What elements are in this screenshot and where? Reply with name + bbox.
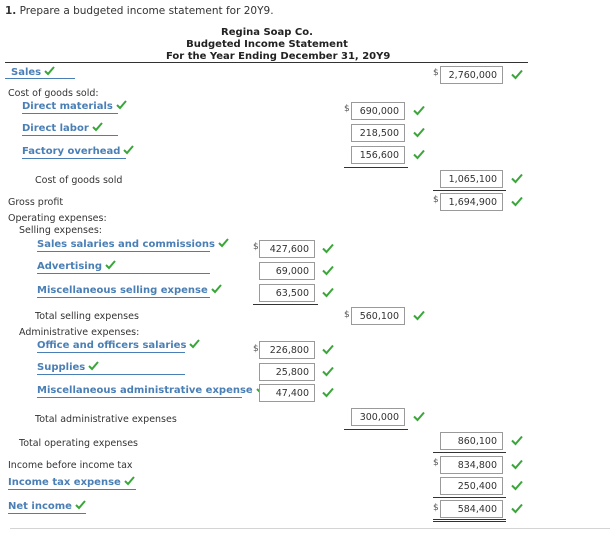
check-icon	[124, 476, 135, 486]
check-icon	[75, 500, 86, 510]
total-admin-amount-input[interactable]: 300,000	[351, 408, 405, 426]
check-icon	[511, 173, 523, 184]
check-icon	[322, 265, 334, 276]
direct-materials-select[interactable]	[22, 100, 118, 114]
check-icon	[322, 287, 334, 298]
company-name: Regina Soap Co.	[221, 27, 313, 38]
currency-symbol: $	[433, 458, 439, 468]
cogs-total-label: Cost of goods sold	[35, 175, 123, 186]
check-icon	[511, 503, 523, 514]
income-before-tax-label: Income before income tax	[8, 460, 133, 471]
sales-amount-input[interactable]: 2,760,000	[440, 66, 503, 84]
net-income-select[interactable]	[8, 500, 86, 514]
selling-expenses-heading: Selling expenses:	[19, 225, 103, 236]
check-icon	[413, 105, 425, 116]
misc-admin-select[interactable]	[37, 384, 253, 398]
misc-admin-label: Miscellaneous administrative expense	[37, 385, 253, 396]
check-icon	[511, 69, 523, 80]
misc-selling-amount-input[interactable]: 63,500	[259, 284, 315, 302]
total-selling-amount-input[interactable]: 560,100	[351, 307, 405, 325]
check-icon	[322, 387, 334, 398]
operating-expenses-heading: Operating expenses:	[8, 213, 107, 224]
net-income-label: Net income	[8, 501, 72, 512]
cogs-total-amount-input[interactable]: 1,065,100	[440, 170, 503, 188]
check-icon	[211, 284, 222, 294]
statement-title: Budgeted Income Statement	[186, 39, 348, 50]
direct-labor-select[interactable]	[22, 122, 118, 136]
operating-underline	[344, 429, 408, 430]
misc-admin-amount-input[interactable]: 47,400	[259, 384, 315, 402]
check-icon	[413, 411, 425, 422]
currency-symbol: $	[344, 104, 350, 114]
income-tax-underline	[433, 497, 506, 498]
check-icon	[92, 122, 103, 132]
currency-symbol: $	[253, 344, 259, 354]
admin-expenses-heading: Administrative expenses:	[19, 327, 140, 338]
total-admin-label: Total administrative expenses	[35, 414, 177, 425]
check-icon	[322, 243, 334, 254]
currency-symbol: $	[433, 195, 439, 205]
sales-salaries-amount-input[interactable]: 427,600	[259, 240, 315, 258]
factory-overhead-amount-input[interactable]: 156,600	[351, 146, 405, 164]
income-tax-amount-input[interactable]: 250,400	[440, 477, 503, 495]
total-operating-amount-input[interactable]: 860,100	[440, 432, 503, 450]
supplies-label: Supplies	[37, 362, 86, 373]
office-salaries-label: Office and officers salaries	[37, 340, 187, 351]
total-operating-underline	[433, 452, 506, 453]
sales-salaries-label: Sales salaries and commissions	[37, 239, 215, 250]
statement-period: For the Year Ending December 31, 20Y9	[166, 51, 391, 62]
direct-labor-label: Direct labor	[22, 123, 89, 134]
check-icon	[44, 66, 55, 76]
sales-label: Sales	[11, 67, 42, 78]
advertising-amount-input[interactable]: 69,000	[259, 262, 315, 280]
check-icon	[511, 435, 523, 446]
income-before-tax-amount-input[interactable]: 834,800	[440, 456, 503, 474]
question-text: Prepare a budgeted income statement for 20Y9.	[19, 5, 274, 17]
check-icon	[116, 100, 127, 110]
misc-selling-label: Miscellaneous selling expense	[37, 285, 208, 296]
gross-profit-amount-input[interactable]: 1,694,900	[440, 193, 503, 211]
check-icon	[123, 145, 134, 155]
total-operating-label: Total operating expenses	[19, 438, 138, 449]
check-icon	[218, 238, 229, 248]
direct-labor-amount-input[interactable]: 218,500	[351, 124, 405, 142]
check-icon	[511, 459, 523, 470]
gross-profit-label: Gross profit	[8, 197, 64, 208]
office-salaries-select[interactable]	[37, 339, 185, 353]
cogs-underline	[344, 167, 408, 168]
factory-overhead-label: Factory overhead	[22, 146, 121, 157]
check-icon	[511, 196, 523, 207]
check-icon	[105, 260, 116, 270]
check-icon	[88, 361, 99, 371]
supplies-select[interactable]	[37, 361, 185, 375]
advertising-select[interactable]	[37, 260, 210, 274]
check-icon	[413, 310, 425, 321]
net-income-double-underline	[433, 519, 506, 522]
total-selling-label: Total selling expenses	[35, 311, 139, 322]
misc-selling-select[interactable]	[37, 284, 210, 298]
check-icon	[511, 480, 523, 491]
check-icon	[322, 344, 334, 355]
check-icon	[189, 339, 200, 349]
income-tax-select[interactable]	[8, 476, 136, 490]
cogs-heading: Cost of goods sold:	[8, 88, 99, 99]
question-number: 1.	[5, 5, 17, 17]
selling-underline	[253, 304, 318, 305]
currency-symbol: $	[253, 242, 259, 252]
header-divider	[5, 62, 528, 63]
direct-materials-amount-input[interactable]: 690,000	[351, 102, 405, 120]
check-icon	[413, 127, 425, 138]
currency-symbol: $	[433, 68, 439, 78]
currency-symbol: $	[433, 503, 439, 513]
factory-overhead-select[interactable]	[22, 145, 126, 159]
page-divider	[10, 528, 610, 529]
sales-salaries-select[interactable]	[37, 238, 215, 252]
check-icon	[413, 149, 425, 160]
check-icon	[322, 366, 334, 377]
currency-symbol: $	[344, 310, 350, 320]
cogs-total-underline	[433, 190, 506, 191]
office-salaries-amount-input[interactable]: 226,800	[259, 341, 315, 359]
supplies-amount-input[interactable]: 25,800	[259, 363, 315, 381]
net-income-amount-input[interactable]: 584,400	[440, 500, 503, 518]
income-tax-label: Income tax expense	[8, 477, 121, 488]
advertising-label: Advertising	[37, 261, 102, 272]
sales-account-select[interactable]	[11, 66, 55, 79]
question-prompt	[5, 5, 274, 17]
direct-materials-label: Direct materials	[22, 101, 113, 112]
